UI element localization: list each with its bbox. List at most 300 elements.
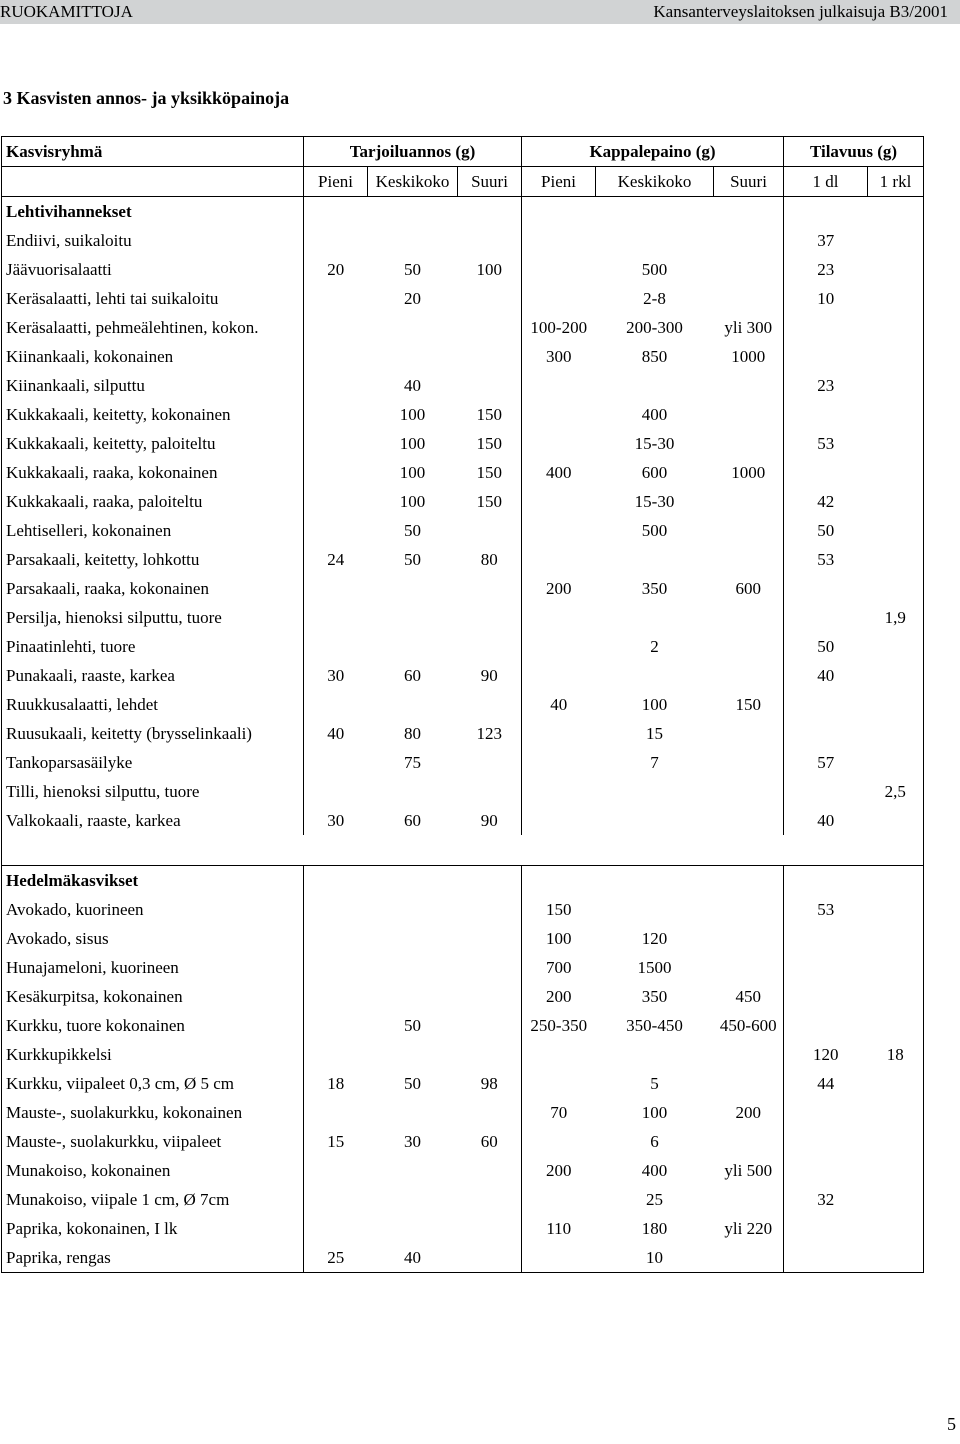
value-cell: 350 xyxy=(641,987,668,1006)
empty-cell xyxy=(596,197,714,227)
value-cell: 20 xyxy=(304,255,368,284)
row-label: Punakaali, raaste, karkea xyxy=(2,661,304,690)
column-subheader: 1 dl xyxy=(784,167,868,197)
table-row xyxy=(2,1185,924,1214)
value-cell: yli 500 xyxy=(724,1161,773,1180)
value-cell: 60 xyxy=(480,1132,498,1151)
table-row xyxy=(2,982,924,1011)
value-cell: 500 xyxy=(641,521,668,540)
row-label: Kukkakaali, raaka, paloiteltu xyxy=(2,487,304,516)
value-cell: 1500 xyxy=(637,958,672,977)
value-cell xyxy=(714,1243,784,1273)
value-cell xyxy=(714,371,784,400)
value-cell xyxy=(304,895,368,924)
table-row xyxy=(2,806,924,835)
value-cell xyxy=(522,284,596,313)
empty-cell xyxy=(458,197,522,227)
table-row xyxy=(2,603,924,632)
value-cell xyxy=(714,516,784,545)
value-cell xyxy=(868,1011,924,1040)
empty-cell xyxy=(304,197,368,227)
column-subheader: Keskikoko xyxy=(596,167,714,197)
row-label: Kiinankaali, kokonainen xyxy=(2,342,304,371)
row-label: Paprika, rengas xyxy=(2,1243,304,1273)
value-cell xyxy=(458,1098,522,1127)
row-label: Keräsalaatti, lehti tai suikaloitu xyxy=(2,284,304,313)
row-label: Kurkku, viipaleet 0,3 cm, Ø 5 cm xyxy=(2,1069,304,1098)
header-row-groups xyxy=(2,137,924,167)
table-row xyxy=(2,1127,924,1156)
table-row xyxy=(2,777,924,806)
value-cell xyxy=(458,342,522,371)
table-row xyxy=(2,632,924,661)
value-cell xyxy=(368,982,458,1011)
value-cell xyxy=(304,226,368,255)
value-cell xyxy=(714,545,784,574)
value-cell: 600 xyxy=(641,463,668,482)
value-cell xyxy=(522,632,596,661)
value-cell xyxy=(784,400,868,429)
value-cell: 44 xyxy=(784,1069,868,1098)
value-cell xyxy=(368,1185,458,1214)
value-cell: 10 xyxy=(596,1243,714,1273)
value-cell xyxy=(304,487,368,516)
empty-cell xyxy=(304,866,368,896)
row-label: Endiivi, suikaloitu xyxy=(2,226,304,255)
value-cell xyxy=(784,1214,868,1243)
value-cell xyxy=(784,603,868,632)
value-cell: 15-30 xyxy=(634,434,675,453)
row-label: Kurkku, tuore kokonainen xyxy=(2,1011,304,1040)
value-cell: 150 xyxy=(476,463,502,482)
value-cell xyxy=(304,924,368,953)
value-cell xyxy=(458,748,522,777)
row-label: Avokado, sisus xyxy=(2,924,304,953)
value-cell: 90 xyxy=(480,811,498,830)
row-label: Parsakaali, raaka, kokonainen xyxy=(2,574,304,603)
value-cell xyxy=(522,487,596,516)
value-cell xyxy=(714,748,784,777)
value-cell xyxy=(458,1156,522,1185)
value-cell: 60 xyxy=(404,666,421,685)
value-cell: 57 xyxy=(784,748,868,777)
value-cell xyxy=(458,1011,522,1040)
value-cell xyxy=(596,895,714,924)
value-cell xyxy=(596,603,714,632)
value-cell xyxy=(784,719,868,748)
empty-cell xyxy=(368,866,458,896)
row-label: Mauste-, suolakurkku, viipaleet xyxy=(2,1127,304,1156)
value-cell xyxy=(784,953,868,982)
value-cell: 1000 xyxy=(731,347,766,366)
row-label: Hunajameloni, kuorineen xyxy=(2,953,304,982)
value-cell xyxy=(868,632,924,661)
value-cell: 350-450 xyxy=(626,1016,683,1035)
value-cell: 40 xyxy=(784,806,868,835)
value-cell: 200 xyxy=(522,1156,596,1185)
value-cell: 50 xyxy=(404,550,421,569)
value-cell: 300 xyxy=(522,342,596,371)
value-cell: 100 xyxy=(399,434,426,453)
value-cell xyxy=(522,371,596,400)
value-cell xyxy=(714,255,784,284)
value-cell xyxy=(596,1040,714,1069)
value-cell xyxy=(304,1098,368,1127)
header-spacer xyxy=(2,167,304,197)
value-cell xyxy=(868,661,924,690)
table-row xyxy=(2,895,924,924)
value-cell: 400 xyxy=(522,458,596,487)
value-cell xyxy=(368,1214,458,1243)
table-row xyxy=(2,661,924,690)
value-cell xyxy=(458,284,522,313)
value-cell: 450-600 xyxy=(719,1016,777,1035)
value-cell: 15-30 xyxy=(634,492,675,511)
empty-cell xyxy=(784,866,868,896)
value-cell xyxy=(714,487,784,516)
value-cell: 110 xyxy=(522,1214,596,1243)
value-cell: 40 xyxy=(368,1243,458,1273)
empty-cell xyxy=(784,197,868,227)
value-cell xyxy=(868,806,924,835)
value-cell xyxy=(304,400,368,429)
value-cell xyxy=(304,284,368,313)
value-cell: 120 xyxy=(784,1040,868,1069)
value-cell: 700 xyxy=(522,953,596,982)
value-cell xyxy=(596,371,714,400)
value-cell xyxy=(714,777,784,806)
value-cell: 150 xyxy=(735,695,761,714)
value-cell xyxy=(714,719,784,748)
row-label: Mauste-, suolakurkku, kokonainen xyxy=(2,1098,304,1127)
value-cell: 150 xyxy=(476,492,502,511)
table-row xyxy=(2,1040,924,1069)
value-cell xyxy=(522,1040,596,1069)
value-cell: 100 xyxy=(641,695,668,714)
value-cell xyxy=(522,1069,596,1098)
value-cell xyxy=(458,1185,522,1214)
value-cell: 150 xyxy=(476,405,502,424)
value-cell: 123 xyxy=(476,724,502,743)
empty-cell xyxy=(458,866,522,896)
value-cell xyxy=(304,1011,368,1040)
table-row xyxy=(2,1011,924,1040)
value-cell xyxy=(458,953,522,982)
running-header xyxy=(0,0,960,24)
value-cell xyxy=(304,371,368,400)
table-row xyxy=(2,1098,924,1127)
empty-cell xyxy=(714,866,784,896)
value-cell xyxy=(304,748,368,777)
value-cell xyxy=(868,458,924,487)
value-cell xyxy=(304,429,368,458)
value-cell: yli 300 xyxy=(724,318,773,337)
section-title-row xyxy=(2,197,924,227)
value-cell: 850 xyxy=(641,347,668,366)
row-label: Munakoiso, kokonainen xyxy=(2,1156,304,1185)
value-cell xyxy=(868,255,924,284)
value-cell xyxy=(714,953,784,982)
value-cell xyxy=(304,777,368,806)
value-cell xyxy=(458,1214,522,1243)
value-cell xyxy=(784,313,868,342)
value-cell xyxy=(784,690,868,719)
value-cell xyxy=(304,458,368,487)
row-label: Kukkakaali, keitetty, kokonainen xyxy=(2,400,304,429)
table-row xyxy=(2,690,924,719)
value-cell xyxy=(522,1185,596,1214)
value-cell xyxy=(714,924,784,953)
table-row xyxy=(2,313,924,342)
value-cell xyxy=(868,342,924,371)
value-cell xyxy=(304,1185,368,1214)
value-cell: 400 xyxy=(641,405,668,424)
row-label: Tilli, hienoksi silputtu, tuore xyxy=(2,777,304,806)
value-cell xyxy=(304,516,368,545)
value-cell xyxy=(458,371,522,400)
value-cell xyxy=(868,1069,924,1098)
value-cell: 100-200 xyxy=(522,313,596,342)
value-cell xyxy=(714,603,784,632)
value-cell: 180 xyxy=(641,1219,668,1238)
value-cell xyxy=(522,806,596,835)
value-cell xyxy=(784,1098,868,1127)
row-label: Tankoparsasäilyke xyxy=(2,748,304,777)
value-cell: 40 xyxy=(304,719,368,748)
value-cell xyxy=(522,777,596,806)
value-cell xyxy=(596,545,714,574)
value-cell xyxy=(458,313,522,342)
row-label: Keräsalaatti, pehmeälehtinen, kokon. xyxy=(2,313,304,342)
value-cell xyxy=(522,719,596,748)
value-cell: 10 xyxy=(784,284,868,313)
value-cell xyxy=(304,1156,368,1185)
value-cell: 450 xyxy=(735,987,761,1006)
value-cell xyxy=(522,748,596,777)
value-cell xyxy=(868,1127,924,1156)
value-cell xyxy=(458,690,522,719)
value-cell: 60 xyxy=(404,811,421,830)
value-cell: 6 xyxy=(650,1132,659,1151)
value-cell xyxy=(784,574,868,603)
value-cell: 2,5 xyxy=(868,777,924,806)
value-cell: 100 xyxy=(641,1103,668,1122)
publication-series: Kansanterveyslaitoksen julkaisuja B3/2001 xyxy=(653,2,948,21)
value-cell xyxy=(784,982,868,1011)
header-row-sizes xyxy=(2,167,924,197)
value-cell: 70 xyxy=(522,1098,596,1127)
table-row xyxy=(2,429,924,458)
value-cell xyxy=(304,574,368,603)
value-cell xyxy=(368,226,458,255)
value-cell xyxy=(714,1127,784,1156)
value-cell xyxy=(714,226,784,255)
value-cell xyxy=(868,371,924,400)
value-cell: 23 xyxy=(784,255,868,284)
value-cell xyxy=(868,719,924,748)
value-cell xyxy=(522,400,596,429)
group-header: Kasvisryhmä xyxy=(2,137,304,167)
value-cell xyxy=(368,313,458,342)
value-cell: 200 xyxy=(522,574,596,603)
value-cell xyxy=(714,806,784,835)
value-cell: 600 xyxy=(735,579,761,598)
value-cell xyxy=(868,1214,924,1243)
value-cell xyxy=(868,982,924,1011)
table-row xyxy=(2,748,924,777)
value-cell xyxy=(868,284,924,313)
value-cell: 53 xyxy=(784,545,868,574)
section-title: 3 Kasvisten annos- ja yksikköpainoja xyxy=(3,88,290,108)
value-cell xyxy=(304,953,368,982)
value-cell xyxy=(596,226,714,255)
value-cell: 50 xyxy=(404,260,421,279)
value-cell: 200-300 xyxy=(626,318,683,337)
row-label: Avokado, kuorineen xyxy=(2,895,304,924)
value-cell xyxy=(868,313,924,342)
value-cell: 2-8 xyxy=(643,289,666,308)
value-cell xyxy=(784,1156,868,1185)
value-cell xyxy=(458,982,522,1011)
value-cell: 2 xyxy=(650,637,659,656)
value-cell xyxy=(368,1098,458,1127)
gap-cell xyxy=(2,835,924,866)
row-label: Paprika, kokonainen, I lk xyxy=(2,1214,304,1243)
value-cell xyxy=(458,777,522,806)
value-cell xyxy=(714,284,784,313)
value-cell: 23 xyxy=(784,371,868,400)
section-title-row xyxy=(2,866,924,896)
publication-short-title: RUOKAMITTOJA xyxy=(0,2,133,21)
value-cell xyxy=(868,748,924,777)
value-cell xyxy=(784,458,868,487)
value-cell xyxy=(596,661,714,690)
value-cell xyxy=(522,255,596,284)
empty-cell xyxy=(522,197,596,227)
value-cell xyxy=(868,1185,924,1214)
empty-cell xyxy=(868,866,924,896)
table-row xyxy=(2,400,924,429)
value-cell xyxy=(522,226,596,255)
value-cell xyxy=(368,1156,458,1185)
value-cell xyxy=(784,342,868,371)
row-label: Lehtiselleri, kokonainen xyxy=(2,516,304,545)
value-cell xyxy=(304,313,368,342)
value-cell: 100 xyxy=(522,924,596,953)
value-cell: 15 xyxy=(646,724,663,743)
value-cell xyxy=(868,487,924,516)
value-cell xyxy=(868,574,924,603)
value-cell xyxy=(458,226,522,255)
row-label: Ruukkusalaatti, lehdet xyxy=(2,690,304,719)
value-cell xyxy=(304,632,368,661)
value-cell: 250-350 xyxy=(522,1011,596,1040)
row-label: Valkokaali, raaste, karkea xyxy=(2,806,304,835)
value-cell xyxy=(868,1243,924,1273)
value-cell xyxy=(596,777,714,806)
value-cell: 24 xyxy=(304,545,368,574)
value-cell xyxy=(868,953,924,982)
value-cell xyxy=(868,895,924,924)
value-cell: 80 xyxy=(404,724,421,743)
value-cell: 150 xyxy=(522,895,596,924)
value-cell: 200 xyxy=(522,982,596,1011)
table-row xyxy=(2,342,924,371)
value-cell xyxy=(714,400,784,429)
table-row xyxy=(2,284,924,313)
table-row xyxy=(2,487,924,516)
value-cell xyxy=(368,924,458,953)
value-cell: 15 xyxy=(304,1127,368,1156)
section-title-cell: Hedelmäkasvikset xyxy=(2,866,304,896)
table-row xyxy=(2,1214,924,1243)
value-cell: 30 xyxy=(404,1132,421,1151)
column-subheader: Pieni xyxy=(304,167,368,197)
value-cell xyxy=(868,400,924,429)
value-cell xyxy=(522,1127,596,1156)
value-cell xyxy=(304,982,368,1011)
value-cell xyxy=(458,1243,522,1273)
value-cell xyxy=(304,603,368,632)
value-cell xyxy=(304,1214,368,1243)
value-cell xyxy=(784,1127,868,1156)
value-cell xyxy=(304,342,368,371)
value-cell xyxy=(368,953,458,982)
value-cell: 200 xyxy=(735,1103,761,1122)
row-label: Kurkkupikkelsi xyxy=(2,1040,304,1069)
section-title-cell: Lehtivihannekset xyxy=(2,197,304,227)
column-group-header: Kappalepaino (g) xyxy=(522,137,784,167)
value-cell xyxy=(458,603,522,632)
value-cell: 50 xyxy=(784,516,868,545)
table-row xyxy=(2,458,924,487)
value-cell xyxy=(458,895,522,924)
value-cell xyxy=(784,1011,868,1040)
table-row xyxy=(2,1156,924,1185)
value-cell xyxy=(368,777,458,806)
value-cell: 350 xyxy=(641,579,668,598)
table-row xyxy=(2,255,924,284)
table-row xyxy=(2,574,924,603)
row-label: Kesäkurpitsa, kokonainen xyxy=(2,982,304,1011)
value-cell xyxy=(368,1040,458,1069)
value-cell xyxy=(304,690,368,719)
empty-cell xyxy=(868,197,924,227)
value-cell xyxy=(368,895,458,924)
value-cell: 90 xyxy=(480,666,498,685)
value-cell xyxy=(368,342,458,371)
value-cell xyxy=(522,545,596,574)
value-cell: 1000 xyxy=(731,463,766,482)
value-cell: 18 xyxy=(868,1040,924,1069)
value-cell: 98 xyxy=(480,1074,498,1093)
value-cell: 25 xyxy=(646,1190,663,1209)
value-cell: 53 xyxy=(784,429,868,458)
row-label: Ruusukaali, keitetty (brysselinkaali) xyxy=(2,719,304,748)
table-row xyxy=(2,516,924,545)
row-label: Persilja, hienoksi silputtu, tuore xyxy=(2,603,304,632)
value-cell xyxy=(458,1040,522,1069)
value-cell xyxy=(868,690,924,719)
column-subheader: 1 rkl xyxy=(868,167,924,197)
value-cell: 100 xyxy=(399,463,426,482)
table-row xyxy=(2,1069,924,1098)
row-label: Parsakaali, keitetty, lohkottu xyxy=(2,545,304,574)
row-label: Jäävuorisalaatti xyxy=(2,255,304,284)
value-cell: 30 xyxy=(304,806,368,835)
value-cell: 100 xyxy=(476,260,502,279)
value-cell xyxy=(714,1069,784,1098)
